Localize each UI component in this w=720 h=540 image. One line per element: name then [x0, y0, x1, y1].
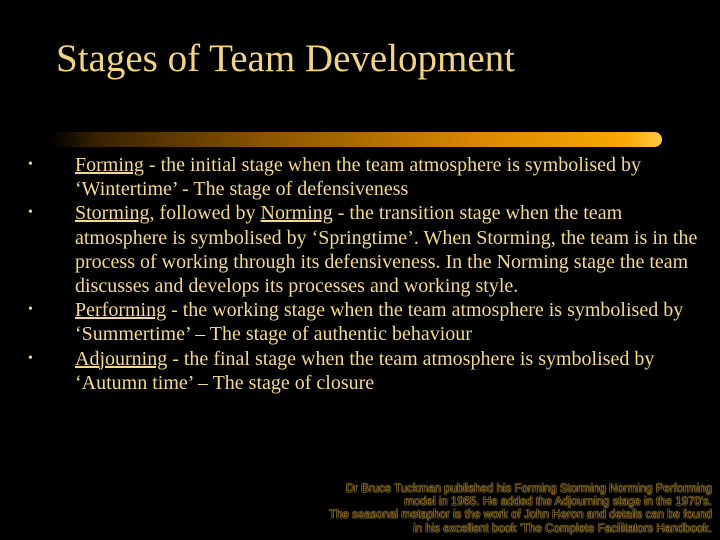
bullet-text: - the transition stage when the team atmosphere is symbolised by ‘Springtime’. When Storming, the team is in the process of working through its defensiveness. In the Norming stage the team discusses and develops its processes and working style. — [75, 202, 698, 298]
bullet-forming — [28, 153, 708, 201]
bullet-storming-norming — [28, 201, 708, 298]
bullet-dot-icon: • — [28, 302, 33, 318]
term-forming: Forming — [75, 154, 144, 176]
term-norming: Norming — [260, 202, 333, 225]
title-underline-rule — [50, 132, 662, 147]
footnote-line: in his excellent book 'The Complete Facilitators Handbook. — [413, 522, 712, 535]
slide-title: Stages of Team Development — [56, 37, 516, 80]
bullet-text: - the initial stage when the team atmosphere is symbolised by ‘Wintertime’ - The stage of defensiveness — [75, 154, 642, 201]
footnote-line: The seasonal metaphor is the work of John Heron and details can be found — [329, 509, 712, 522]
bullet-text: - the final stage when the team atmosphere is symbolised by ‘Autumn time’ – The stage of closure — [75, 347, 655, 394]
bullet-list — [28, 153, 708, 395]
bullet-dot-icon: • — [28, 205, 33, 221]
footnote-line: model in 1965. He added the Adjourning stage in the 1970's. — [404, 496, 712, 509]
term-adjourning: Adjourning — [75, 347, 168, 370]
bullet-text: - the working stage when the team atmosphere is symbolised by ‘Summertime’ – The stage of authentic behaviour — [75, 299, 684, 346]
source-footnote — [212, 483, 712, 536]
bullet-performing — [28, 298, 708, 346]
footnote-line: Dr Bruce Tuckman published his Forming Storming Norming Performing — [345, 483, 712, 495]
term-performing: Performing — [75, 299, 167, 322]
bullet-dot-icon: • — [28, 157, 33, 172]
bullet-text: , followed by — [149, 202, 261, 225]
bullet-adjourning — [28, 347, 708, 395]
term-storming: Storming — [75, 202, 150, 225]
bullet-dot-icon: • — [28, 350, 33, 366]
